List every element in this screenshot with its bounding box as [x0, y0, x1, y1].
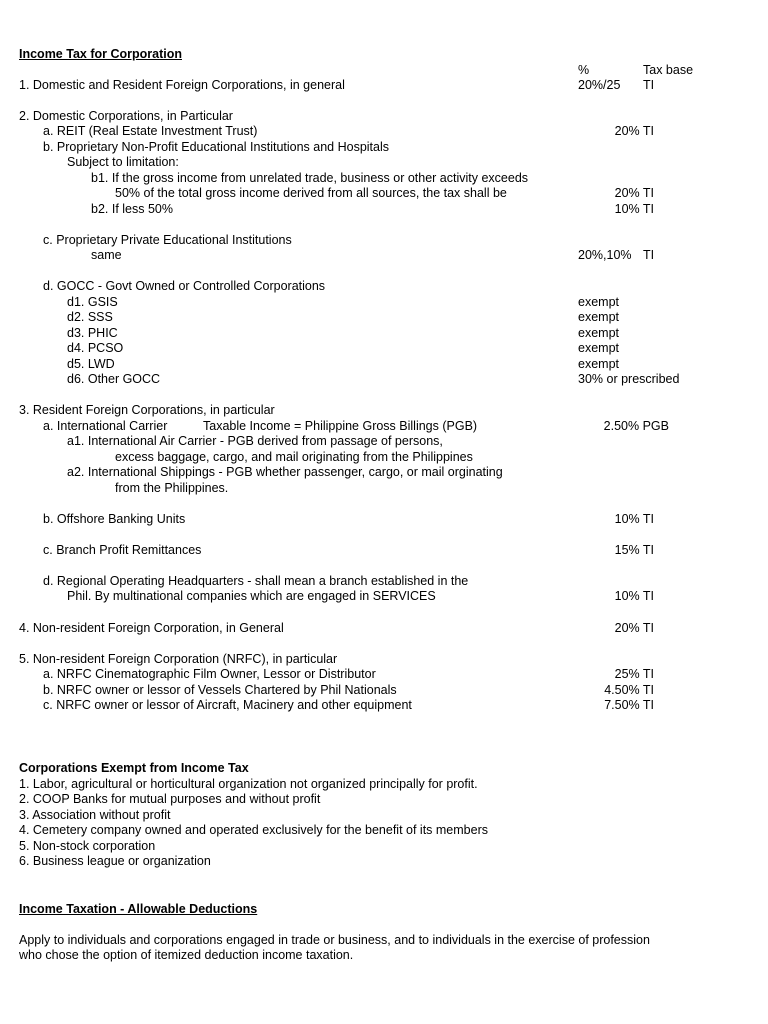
section-2c-label: c. Proprietary Private Educational Institutions	[43, 233, 292, 247]
percent-column-header: %	[578, 63, 590, 77]
section-3a-taxable: Taxable Income = Philippine Gross Billings (PGB)	[203, 419, 478, 433]
gocc-item-label: d6. Other GOCC	[67, 372, 161, 386]
section-2c-base: TI	[643, 248, 655, 262]
taxbase-column-header: Tax base	[643, 63, 694, 77]
section-1-base: TI	[643, 78, 655, 92]
exempt-item: 4. Cemetery company owned and operated exclusively for the benefit of its members	[19, 823, 488, 837]
section-2b2-label: b2. If less 50%	[91, 202, 173, 216]
section-2d-label: d. GOCC - Govt Owned or Controlled Corporations	[43, 279, 326, 293]
nrfc-item-label: a. NRFC Cinematographic Film Owner, Lessor or Distributor	[43, 667, 376, 681]
exempt-title: Corporations Exempt from Income Tax	[19, 761, 249, 775]
section-2b1-rate: 20% TI	[614, 186, 654, 200]
section-4-label: 4. Non-resident Foreign Corporation, in General	[19, 621, 284, 635]
nrfc-item-label: c. NRFC owner or lessor of Aircraft, Macinery and other equipment	[43, 698, 412, 712]
section-3b-label: b. Offshore Banking Units	[43, 512, 186, 526]
section-3-label: 3. Resident Foreign Corporations, in particular	[19, 403, 275, 417]
section-2a-rate: 20% TI	[614, 124, 654, 138]
section-1-label: 1. Domestic and Resident Foreign Corporations, in general	[19, 78, 345, 92]
gocc-item-label: d5. LWD	[67, 357, 115, 371]
section-4-rate: 20% TI	[614, 621, 654, 635]
section-3d-rate: 10% TI	[614, 589, 654, 603]
section-3d-line1: d. Regional Operating Headquarters - shall mean a branch established in the	[43, 574, 469, 588]
gocc-item-rate: exempt	[578, 341, 619, 355]
nrfc-item-rate: 7.50% TI	[604, 698, 654, 712]
section-2b-label: b. Proprietary Non-Profit Educational Institutions and Hospitals	[43, 140, 390, 154]
gocc-item-rate: exempt	[578, 326, 619, 340]
section-3a-label: a. International Carrier	[43, 419, 168, 433]
gocc-item-rate: 30% or prescribed	[578, 372, 680, 386]
section-2c-same: same	[91, 248, 122, 262]
section-2-label: 2. Domestic Corporations, in Particular	[19, 109, 233, 123]
section-2a-label: a. REIT (Real Estate Investment Trust)	[43, 124, 258, 138]
gocc-item-rate: exempt	[578, 310, 619, 324]
section-3c-rate: 15% TI	[614, 543, 654, 557]
section-3a-rate: 2.50% PGB	[603, 419, 669, 433]
section-3a2-line2: from the Philippines.	[115, 481, 229, 495]
exempt-item: 1. Labor, agricultural or horticultural organization not organized principally for profit.	[19, 777, 478, 791]
exempt-item: 5. Non-stock corporation	[19, 839, 156, 853]
nrfc-item-rate: 4.50% TI	[604, 683, 654, 697]
gocc-item-label: d3. PHIC	[67, 326, 118, 340]
section-2b1-line2: 50% of the total gross income derived from all sources, the tax shall be	[115, 186, 507, 200]
section-2b2-rate: 10% TI	[614, 202, 654, 216]
section-3b-rate: 10% TI	[614, 512, 654, 526]
section-3a2-line1: a2. International Shippings - PGB whether passenger, cargo, or mail orginating	[67, 465, 503, 479]
exempt-item: 2. COOP Banks for mutual purposes and without profit	[19, 792, 321, 806]
nrfc-item-label: b. NRFC owner or lessor of Vessels Chartered by Phil Nationals	[43, 683, 397, 697]
section-2b-subject: Subject to limitation:	[67, 155, 179, 169]
section-3a1-line1: a1. International Air Carrier - PGB derived from passage of persons,	[67, 434, 443, 448]
section-5-label: 5. Non-resident Foreign Corporation (NRFC), in particular	[19, 652, 338, 666]
section-2b1-line1: b1. If the gross income from unrelated trade, business or other activity exceeds	[91, 171, 529, 185]
deductions-line2: who chose the option of itemized deduction income taxation.	[19, 948, 354, 962]
deductions-title: Income Taxation - Allowable Deductions	[19, 902, 258, 916]
section-3c-label: c. Branch Profit Remittances	[43, 543, 202, 557]
section-1-rate: 20%/25	[578, 78, 621, 92]
section-2c-rate: 20%,10%	[578, 248, 632, 262]
gocc-item-label: d4. PCSO	[67, 341, 124, 355]
gocc-item-rate: exempt	[578, 357, 619, 371]
exempt-item: 6. Business league or organization	[19, 854, 211, 868]
deductions-line1: Apply to individuals and corporations engaged in trade or business, and to individuals in the exercise of profession	[19, 933, 650, 947]
nrfc-item-rate: 25% TI	[614, 667, 654, 681]
gocc-item-label: d2. SSS	[67, 310, 113, 324]
page-title: Income Tax for Corporation	[19, 47, 182, 61]
gocc-item-rate: exempt	[578, 295, 619, 309]
section-3a1-line2: excess baggage, cargo, and mail originating from the Philippines	[115, 450, 473, 464]
exempt-item: 3. Association without profit	[19, 808, 171, 822]
gocc-item-label: d1. GSIS	[67, 295, 118, 309]
section-3d-line2: Phil. By multinational companies which are engaged in SERVICES	[67, 589, 436, 603]
